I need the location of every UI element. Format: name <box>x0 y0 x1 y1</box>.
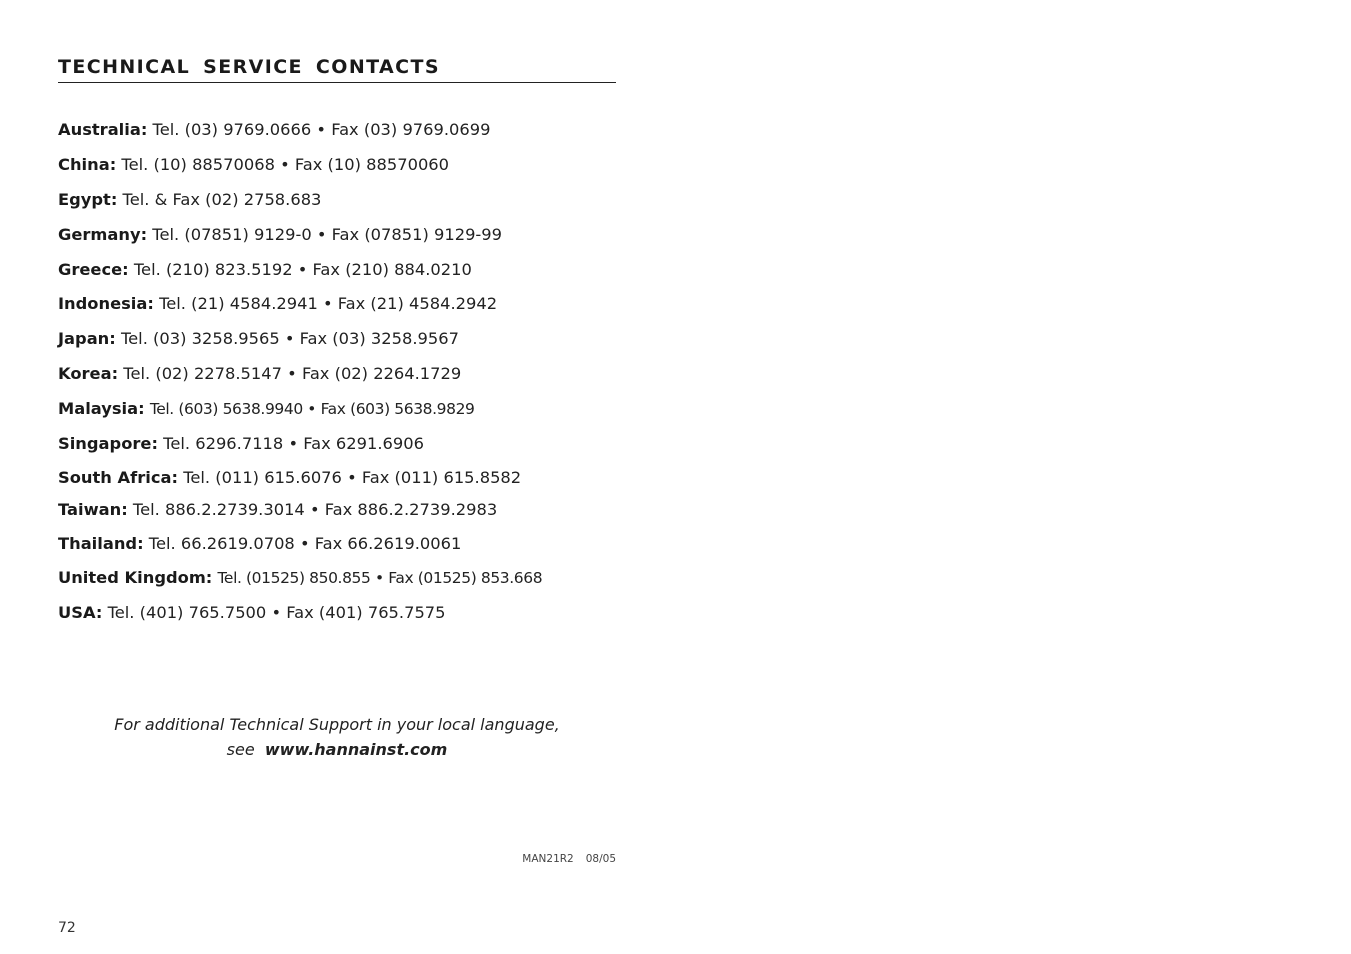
country-label: Singapore: <box>58 434 158 453</box>
contact-egypt <box>58 190 321 210</box>
revision-date: 08/05 <box>585 853 616 865</box>
country-label: China: <box>58 155 117 174</box>
contact-usa <box>58 603 446 623</box>
contact-details: Tel. 66.2619.0708 • Fax 66.2619.0061 <box>148 534 462 553</box>
support-note-line: For additional Technical Support in your local language, <box>114 715 560 734</box>
support-note <box>58 712 616 762</box>
country-label: South Africa: <box>58 468 178 487</box>
country-label: Malaysia: <box>58 399 145 418</box>
contact-details: Tel. (07851) 9129-0 • Fax (07851) 9129-99 <box>152 225 503 244</box>
contact-details: Tel. 886.2.2739.3014 • Fax 886.2.2739.2983 <box>132 500 498 519</box>
contact-indonesia <box>58 294 497 314</box>
contact-details: Tel. (210) 823.5192 • Fax (210) 884.0210 <box>133 260 472 279</box>
contact-thailand <box>58 534 461 554</box>
country-label: Thailand: <box>58 534 144 553</box>
contact-details: Tel. (011) 615.6076 • Fax (011) 615.8582 <box>183 468 522 487</box>
contact-details: Tel. (603) 5638.9940 • Fax (603) 5638.9829 <box>149 400 475 418</box>
contact-south-africa <box>58 468 521 488</box>
contact-details: Tel. (03) 9769.0666 • Fax (03) 9769.0699 <box>152 120 491 139</box>
country-label: USA: <box>58 603 103 622</box>
contact-china <box>58 155 449 175</box>
support-note-link-line <box>58 737 616 762</box>
country-label: Taiwan: <box>58 500 128 519</box>
contact-taiwan <box>58 500 497 520</box>
contact-details: Tel. (401) 765.7500 • Fax (401) 765.7575 <box>107 603 446 622</box>
country-label: Australia: <box>58 120 148 139</box>
page-title: TECHNICAL SERVICE CONTACTS <box>58 56 616 83</box>
contact-malaysia <box>58 399 475 419</box>
contact-details: Tel. (03) 3258.9565 • Fax (03) 3258.9567 <box>120 329 459 348</box>
contact-greece <box>58 260 472 280</box>
country-label: Egypt: <box>58 190 118 209</box>
page-number: 72 <box>58 920 76 936</box>
country-label: United Kingdom: <box>58 568 213 587</box>
country-label: Germany: <box>58 225 148 244</box>
contact-singapore <box>58 434 424 454</box>
contact-united-kingdom <box>58 568 542 588</box>
website-link[interactable]: www.hannainst.com <box>264 740 448 759</box>
contact-details: Tel. (10) 88570068 • Fax (10) 88570060 <box>121 155 450 174</box>
see-label: see <box>226 740 255 759</box>
contact-details: Tel. 6296.7118 • Fax 6291.6906 <box>163 434 424 453</box>
contact-japan <box>58 329 459 349</box>
contact-australia <box>58 120 491 140</box>
contact-details: Tel. (02) 2278.5147 • Fax (02) 2264.1729 <box>123 364 462 383</box>
country-label: Korea: <box>58 364 119 383</box>
country-label: Greece: <box>58 260 129 279</box>
contact-details: Tel. & Fax (02) 2758.683 <box>122 190 322 209</box>
country-label: Japan: <box>58 329 116 348</box>
contact-germany <box>58 225 502 245</box>
contact-details: Tel. (01525) 850.855 • Fax (01525) 853.668 <box>217 569 543 587</box>
country-label: Indonesia: <box>58 294 154 313</box>
contact-korea <box>58 364 461 384</box>
document-code <box>480 853 616 865</box>
manual-code: MAN21R2 <box>522 853 574 865</box>
contact-details: Tel. (21) 4584.2941 • Fax (21) 4584.2942 <box>159 294 498 313</box>
